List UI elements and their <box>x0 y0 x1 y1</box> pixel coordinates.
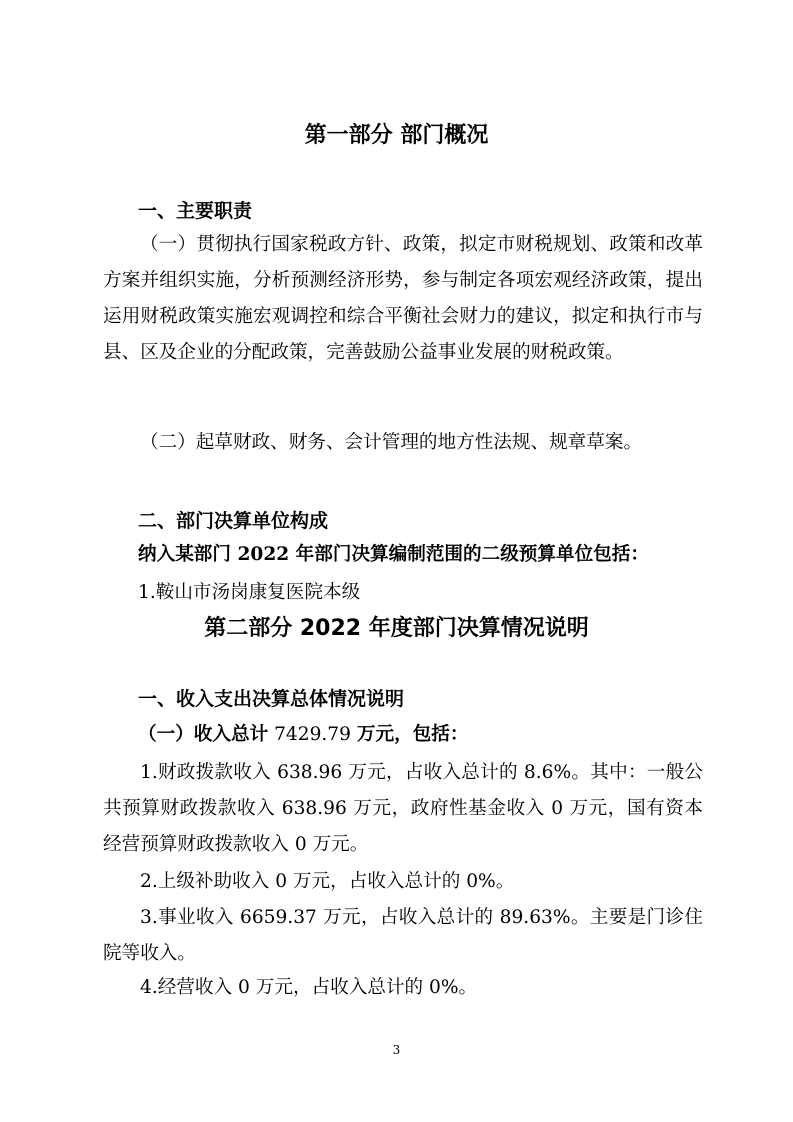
section-heading-duties: 一、主要职责 <box>138 200 253 222</box>
part1-title: 第一部分 部门概况 <box>304 123 489 148</box>
income-total-suffix: 万元，包括： <box>356 724 469 745</box>
income-item-3: 3.事业收入 6659.37 万元，占收入总计的 89.63%。主要是门诊住院等收入。 <box>103 907 703 964</box>
units-item-1: 1.鞍山市汤岗康复医院本级 <box>138 582 361 603</box>
income-total-value: 7429.79 <box>268 724 357 745</box>
section-heading-units: 二、部门决算单位构成 <box>138 510 329 532</box>
income-total-line <box>138 720 468 746</box>
duties-paragraph-2: （二）起草财政、财务、会计管理的地方性法规、规章草案。 <box>140 432 643 453</box>
section-heading-income-overview: 一、收入支出决算总体情况说明 <box>138 688 405 710</box>
income-item-4: 4.经营收入 0 万元，占收入总计的 0%。 <box>140 977 478 998</box>
units-intro: 纳入某部门 2022 年部门决算编制范围的二级预算单位包括： <box>138 544 649 565</box>
income-item-2: 2.上级补助收入 0 万元，占收入总计的 0%。 <box>140 871 515 892</box>
income-total-prefix: （一）收入总计 <box>138 724 269 745</box>
income-item-1: 1.财政拨款收入 638.96 万元，占收入总计的 8.6%。其中：一般公共预算财政拨款收入 638.96 万元，政府性基金收入 0 万元，国有资本经营预算财政拨款收入 0 万元。 <box>103 762 703 855</box>
page-number: 3 <box>392 1043 401 1057</box>
part2-title: 第二部分 2022 年度部门决算情况说明 <box>204 616 589 641</box>
duties-paragraph-1: （一）贯彻执行国家税政方针、政策，拟定市财税规划、政策和改革方案并组织实施，分析预测经济形势，参与制定各项宏观经济政策，提出运用财税政策实施宏观调控和综合平衡社会财力的建议，拟定和执行市与县、区及企业的分配政策，完善鼓励公益事业发展的财税政策。 <box>103 234 703 363</box>
